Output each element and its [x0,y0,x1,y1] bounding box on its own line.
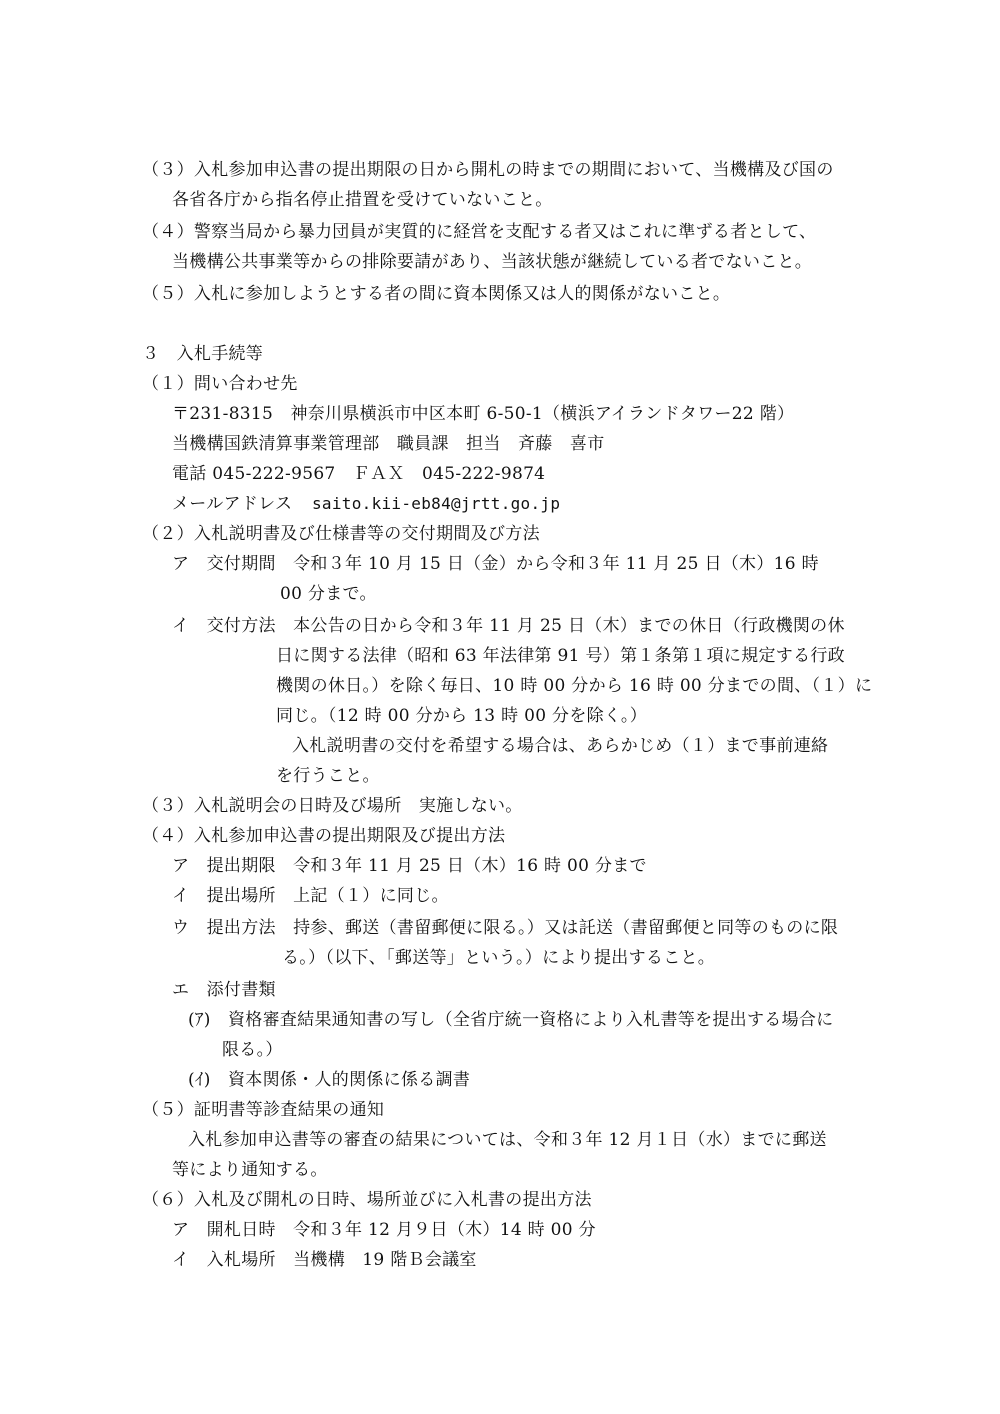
bidding-datetime: ア 開札日時 令和３年 12 月９日（木）14 時 00 分 [172,1220,596,1240]
distribution-period-line-2: 00 分まで。 [280,584,377,604]
distribution-method-line-2: 日に関する法律（昭和 63 年法律第 91 号）第１条第１項に規定する行政 [276,646,845,666]
distribution-method-line-3: 機関の休日。）を除く毎日、10 時 00 分から 16 時 00 分までの間、（１）に [276,676,873,696]
briefing-line: （３）入札説明会の日時及び場所 実施しない。 [142,796,523,816]
item-3-line-1: （３）入札参加申込書の提出期限の日から開札の時までの期間において、当機構及び国の [142,160,834,180]
distribution-method-line-6: を行うこと。 [276,766,380,786]
item-5-line-1: （５）入札に参加しようとする者の間に資本関係又は人的関係がないこと。 [142,284,731,304]
contact-heading: （１）問い合わせ先 [142,374,298,394]
application-heading: （４）入札参加申込書の提出期限及び提出方法 [142,826,506,846]
attachment-1-line-1: (ｱ) 資格審査結果通知書の写し（全省庁統一資格により入札書等を提出する場合に [188,1010,834,1030]
email-address: saito.kii-eb84@jrtt.go.jp [311,494,561,513]
distribution-period-line-1: ア 交付期間 令和３年 10 月 15 日（金）から令和３年 11 月 25 日（木）16 時 [172,554,819,574]
notification-line-2: 等により通知する。 [172,1160,328,1180]
contact-address: 〒231-8315 神奈川県横浜市中区本町 6-50-1（横浜アイランドタワー22 階） [172,404,795,424]
item-4-line-2: 当機構公共事業等からの排除要請があり、当該状態が継続している者でないこと。 [172,252,813,272]
contact-phone: 電話 045‐222‐9567 ＦＡＸ 045‐222‐9874 [172,464,546,484]
item-4-line-1: （４）警察当局から暴力団員が実質的に経営を支配する者又はこれに準ずる者として、 [142,222,817,242]
distribution-method-line-5: 入札説明書の交付を希望する場合は、あらかじめ（１）まで事前連絡 [292,736,829,756]
item-3-line-2: 各省各庁から指名停止措置を受けていないこと。 [172,190,553,210]
bidding-place: イ 入札場所 当機構 19 階Ｂ会議室 [172,1250,477,1270]
attachments-heading: エ 添付書類 [172,980,276,1000]
distribution-method-line-1: イ 交付方法 本公告の日から令和３年 11 月 25 日（木）までの休日（行政機関の休 [172,616,845,636]
notification-line-1: 入札参加申込書等の審査の結果については、令和３年 12 月１日（水）までに郵送 [188,1130,827,1150]
application-method-line-2: る。）（以下、「郵送等」という。）により提出すること。 [282,948,716,968]
contact-department: 当機構国鉄清算事業管理部 職員課 担当 斉藤 喜市 [172,434,605,454]
notification-heading: （５）証明書等診査結果の通知 [142,1100,385,1120]
application-deadline: ア 提出期限 令和３年 11 月 25 日（木）16 時 00 分まで [172,856,647,876]
application-place: イ 提出場所 上記（１）に同じ。 [172,886,449,906]
section-3-heading: ３ 入札手続等 [142,344,264,364]
distribution-heading: （２）入札説明書及び仕様書等の交付期間及び方法 [142,524,540,544]
application-method-line-1: ウ 提出方法 持参、郵送（書留郵便に限る。）又は託送（書留郵便と同等のものに限 [172,918,839,938]
contact-email-row [172,490,560,518]
distribution-method-line-4: 同じ。（12 時 00 分から 13 時 00 分を除く。） [276,706,648,726]
attachment-1-line-2: 限る。） [222,1040,283,1060]
attachment-2: (ｲ) 資本関係・人的関係に係る調書 [188,1070,471,1090]
bidding-heading: （６）入札及び開札の日時、場所並びに入札書の提出方法 [142,1190,592,1210]
email-label: メールアドレス [172,494,293,514]
